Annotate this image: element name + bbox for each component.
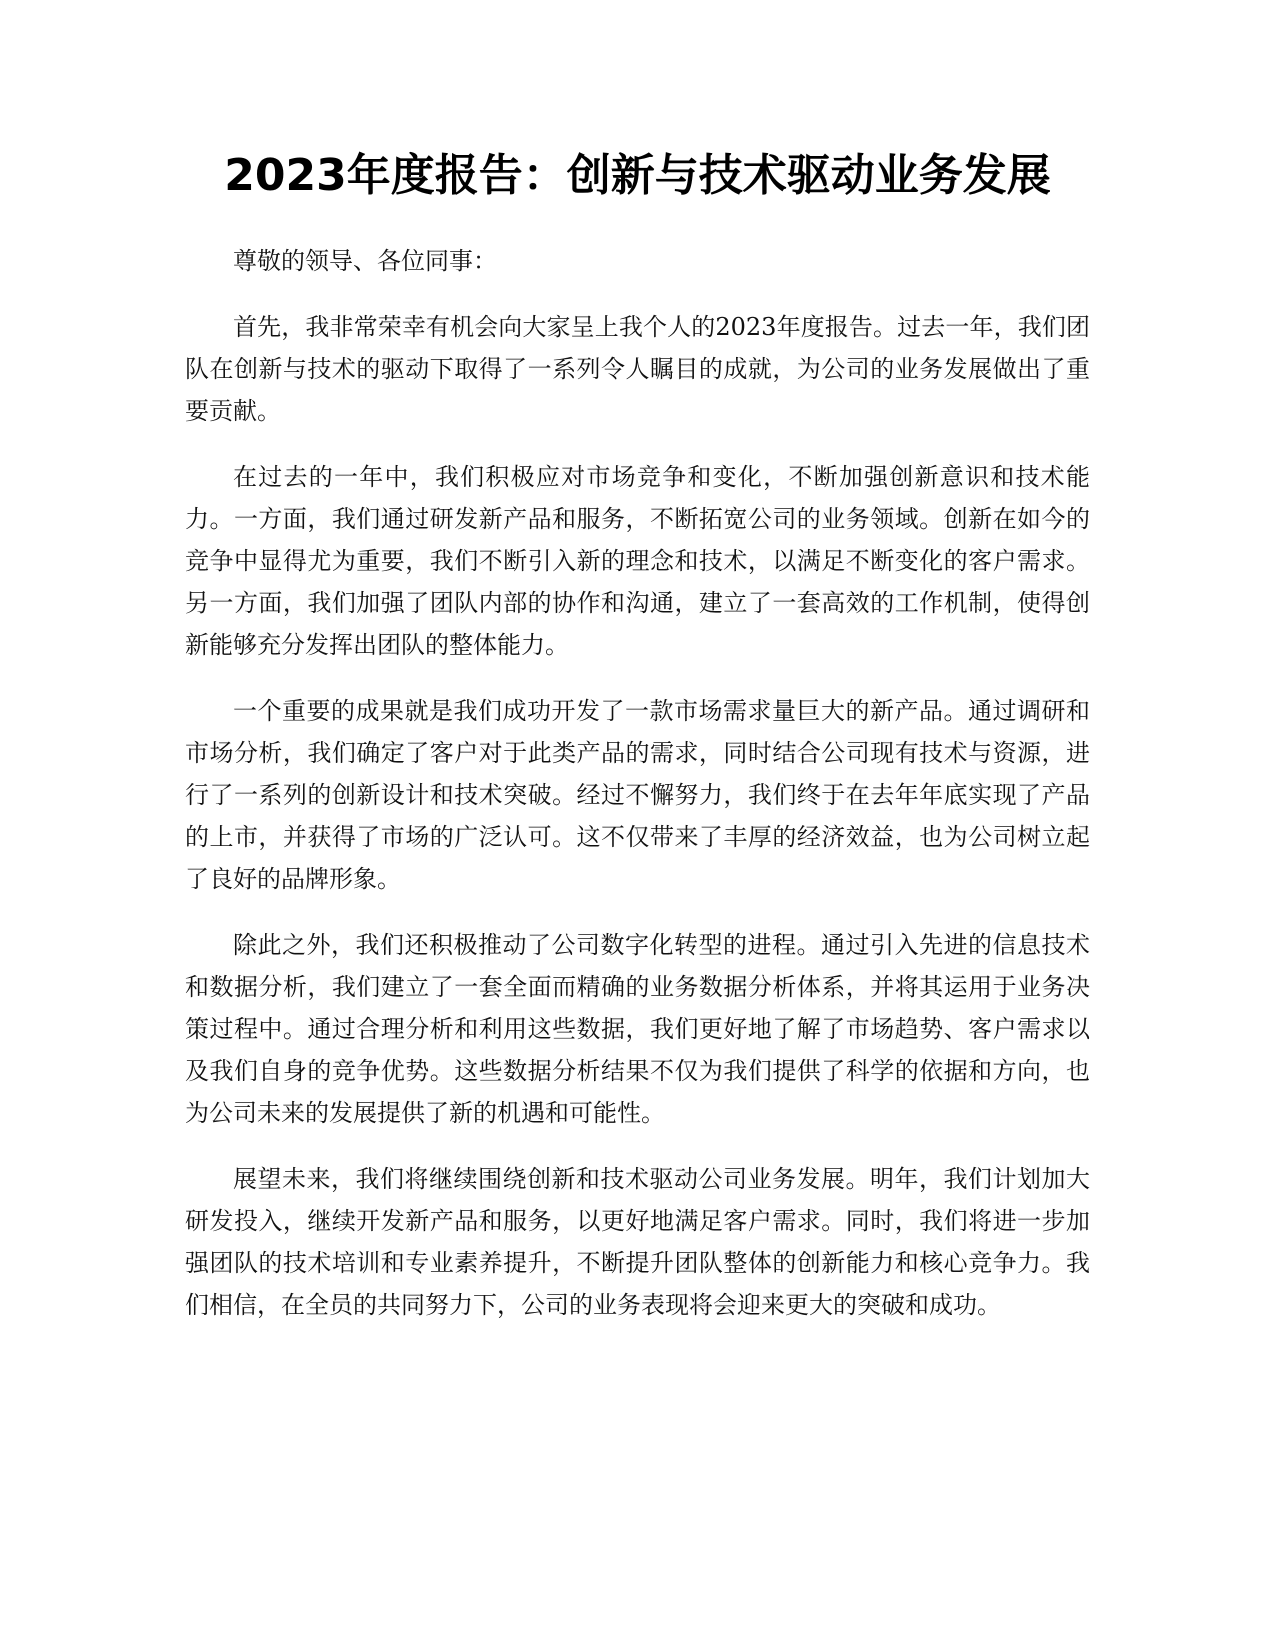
paragraph-outlook: 展望未来，我们将继续围绕创新和技术驱动公司业务发展。明年，我们计划加大研发投入，继续开发新产品和服务，以更好地满足客户需求。同时，我们将进一步加强团队的技术培训和专业素养提升，不断提升团队整体的创新能力和核心竞争力。我们相信，在全员的共同努力下，公司的业务表现将会迎来更大的突破和成功。 bbox=[185, 1165, 1090, 1319]
document-body bbox=[185, 240, 1090, 1350]
paragraph-intro: 首先，我非常荣幸有机会向大家呈上我个人的2023年度报告。过去一年，我们团队在创新与技术的驱动下取得了一系列令人瞩目的成就，为公司的业务发展做出了重要贡献。 bbox=[185, 313, 1090, 425]
paragraph-digital-transformation: 除此之外，我们还积极推动了公司数字化转型的进程。通过引入先进的信息技术和数据分析，我们建立了一套全面而精确的业务数据分析体系，并将其运用于业务决策过程中。通过合理分析和利用这些数据，我们更好地了解了市场趋势、客户需求以及我们自身的竞争优势。这些数据分析结果不仅为我们提供了科学的依据和方向，也为公司未来的发展提供了新的机遇和可能性。 bbox=[185, 931, 1090, 1127]
paragraph-new-product: 一个重要的成果就是我们成功开发了一款市场需求量巨大的新产品。通过调研和市场分析，我们确定了客户对于此类产品的需求，同时结合公司现有技术与资源，进行了一系列的创新设计和技术突破。经过不懈努力，我们终于在去年年底实现了产品的上市，并获得了市场的广泛认可。这不仅带来了丰厚的经济效益，也为公司树立起了良好的品牌形象。 bbox=[185, 697, 1090, 893]
paragraph-innovation: 在过去的一年中，我们积极应对市场竞争和变化，不断加强创新意识和技术能力。一方面，我们通过研发新产品和服务，不断拓宽公司的业务领域。创新在如今的竞争中显得尤为重要，我们不断引入新的理念和技术，以满足不断变化的客户需求。另一方面，我们加强了团队内部的协作和沟通，建立了一套高效的工作机制，使得创新能够充分发挥出团队的整体能力。 bbox=[185, 463, 1090, 659]
document-title: 2023年度报告：创新与技术驱动业务发展 bbox=[224, 150, 1051, 201]
salutation: 尊敬的领导、各位同事： bbox=[233, 247, 497, 275]
